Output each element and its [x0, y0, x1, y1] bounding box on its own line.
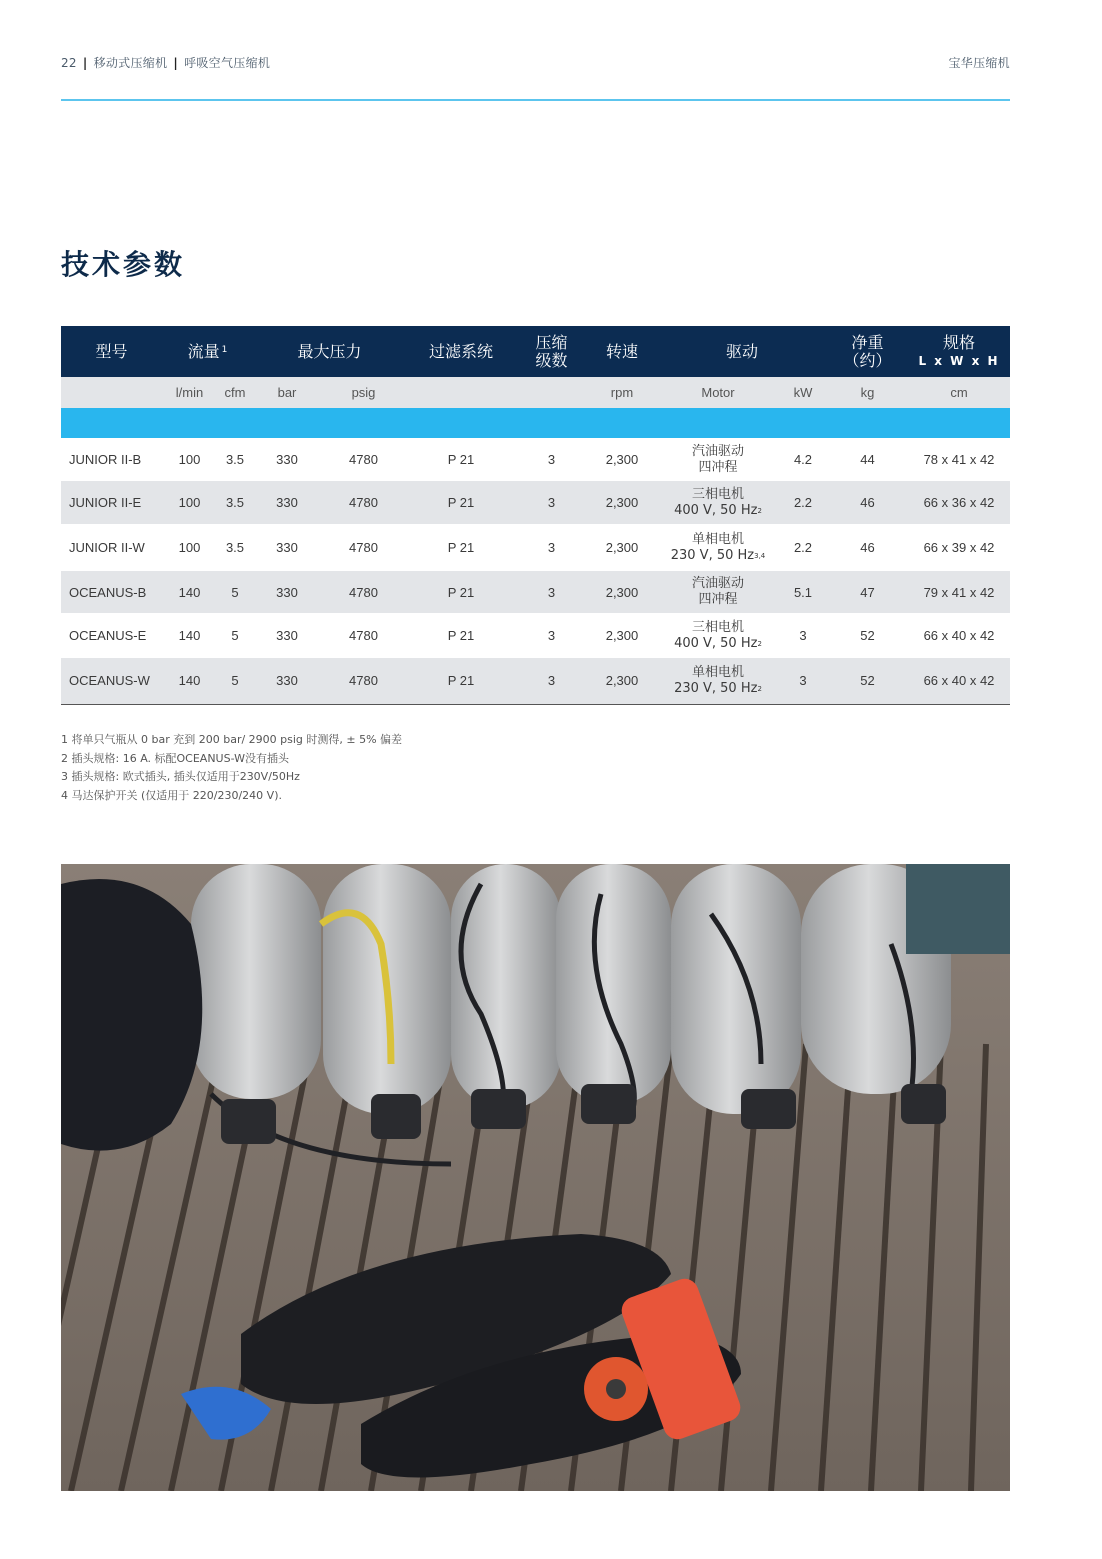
cell-motor: 三相电机 400 V, 50 Hz$^2$	[674, 486, 762, 518]
cell-motor: 汽油驱动 四冲程	[691, 576, 744, 607]
cell-motor: 单相电机 230 V, 50 Hz$^{3,4}$	[670, 531, 766, 563]
page-header	[61, 54, 1010, 72]
cell-bar: 330	[276, 584, 298, 600]
header-breadcrumb: 22 | 移动式压缩机 | 呼吸空气压缩机	[61, 56, 271, 70]
table-row	[61, 613, 1010, 658]
footnote: 2 插头规格: 16 A. 标配OCEANUS-W没有插头	[61, 751, 289, 765]
cell-kw: 3	[779, 658, 827, 704]
cell-filter: P 21	[447, 584, 475, 600]
cell-kg: 52	[827, 658, 908, 704]
col-model: 型号	[95, 341, 128, 361]
cell-psig: 4780	[349, 452, 378, 467]
cell-kw: 3	[799, 628, 807, 643]
cell-stages: 3	[547, 540, 556, 555]
footnotes	[61, 731, 402, 805]
cell-lmin: 100	[178, 540, 201, 555]
footnote: 1 将单只气瓶从 0 bar 充到 200 bar/ 2900 psig 时测得, ± 5% 偏差	[61, 733, 403, 746]
cell-stages: 3	[547, 628, 556, 643]
cell-rpm: 2,300	[587, 658, 657, 704]
unit-kw: kW	[793, 385, 813, 400]
cell-psig: 4780	[349, 495, 378, 510]
cell-model: OCEANUS-W	[61, 658, 162, 704]
cell-dims: 79 x 41 x 42	[923, 584, 995, 600]
cell-lmin: 140	[162, 658, 217, 704]
cell-rpm: 2,300	[605, 452, 639, 467]
cell-kw: 5.1	[793, 584, 813, 600]
cell-psig: 4780	[349, 584, 378, 600]
cell-bar: 330	[276, 452, 298, 467]
unit-rpm: rpm	[610, 385, 634, 400]
cell-bar: 330	[253, 658, 321, 704]
cell-rpm: 2,300	[605, 540, 639, 555]
cell-dims: 66 x 40 x 42	[908, 658, 1010, 704]
cell-dims: 66 x 39 x 42	[923, 540, 995, 555]
col-weight: 净重 （约）	[843, 332, 892, 370]
cell-psig: 4780	[349, 540, 378, 555]
footnote: 4 马达保护开关 (仅适用于 220/230/240 V).	[61, 788, 282, 802]
table-row	[61, 524, 1010, 571]
col-stages: 压缩 级数	[535, 332, 568, 370]
cell-model: OCEANUS-B	[69, 584, 147, 600]
unit-kg: kg	[860, 385, 875, 400]
cell-model: JUNIOR II-W	[69, 540, 145, 555]
cell-kg: 44	[860, 452, 875, 467]
cell-kw: 2.2	[793, 495, 813, 510]
unit-bar: bar	[277, 385, 297, 400]
footnote: 3 插头规格: 欧式插头, 插头仅适用于230V/50Hz	[61, 770, 300, 783]
table-row	[61, 658, 1010, 704]
cell-filter: P 21	[447, 452, 475, 467]
col-filter: 过滤系统	[428, 341, 493, 361]
cell-kw: 4.2	[793, 452, 813, 467]
table-units-row	[61, 377, 1010, 408]
cell-stages: 3	[547, 452, 556, 467]
cell-bar: 330	[276, 628, 298, 643]
cell-filter: P 21	[447, 540, 475, 555]
cell-lmin: 140	[178, 584, 201, 600]
cell-bar: 330	[276, 495, 298, 510]
col-drive: 驱动	[725, 341, 758, 361]
cell-lmin: 140	[178, 628, 201, 643]
cell-filter: P 21	[447, 495, 475, 510]
cell-stages: 3	[547, 584, 556, 600]
col-max-pressure: 最大压力	[297, 341, 362, 361]
cell-dims: 66 x 36 x 42	[923, 495, 995, 510]
cell-rpm: 2,300	[605, 584, 639, 600]
cell-motor: 单相电机 230 V, 50 Hz$^2$	[657, 658, 779, 704]
table-header-row	[61, 326, 1010, 377]
cell-cfm: 3.5	[225, 495, 245, 510]
table-row	[61, 438, 1010, 481]
table-row	[61, 481, 1010, 524]
cell-model: JUNIOR II-E	[69, 495, 142, 510]
cell-model: JUNIOR II-B	[69, 452, 142, 467]
cell-kg: 47	[860, 584, 875, 600]
cell-cfm: 5	[231, 584, 239, 600]
cell-kg: 46	[860, 495, 875, 510]
col-flow: 流量 $^1$	[187, 341, 228, 361]
cell-dims: 78 x 41 x 42	[923, 452, 995, 467]
subsection-name: 呼吸空气压缩机	[184, 56, 271, 70]
cell-filter: P 21	[406, 658, 516, 704]
cell-psig: 4780	[349, 628, 378, 643]
cell-rpm: 2,300	[605, 628, 639, 643]
cell-bar: 330	[276, 540, 298, 555]
unit-cm: cm	[950, 385, 968, 400]
spec-table	[61, 326, 1010, 705]
cell-rpm: 2,300	[605, 495, 639, 510]
header-rule	[61, 99, 1010, 101]
cell-psig: 4780	[321, 658, 406, 704]
cell-lmin: 100	[178, 495, 201, 510]
cell-dims: 66 x 40 x 42	[923, 628, 995, 643]
cell-motor: 汽油驱动 四冲程	[691, 443, 744, 475]
diving-equipment-photo	[61, 864, 1010, 1491]
table-row	[61, 571, 1010, 613]
cell-lmin: 100	[178, 452, 201, 467]
page-number: 22	[61, 56, 77, 70]
cell-cfm: 5	[217, 658, 253, 704]
cell-cfm: 5	[231, 628, 239, 643]
section-name: 移动式压缩机	[93, 56, 168, 70]
cell-kw: 2.2	[793, 540, 813, 555]
unit-motor: Motor	[701, 385, 735, 400]
cell-kg: 46	[860, 540, 875, 555]
col-dims: 规格 L x W x H	[918, 332, 1000, 368]
col-speed: 转速	[605, 341, 638, 361]
unit-cfm: cfm	[224, 385, 246, 400]
cell-model: OCEANUS-E	[69, 628, 147, 643]
cell-stages: 3	[516, 658, 587, 704]
cell-cfm: 3.5	[225, 540, 245, 555]
cell-motor: 三相电机 400 V, 50 Hz$^2$	[674, 619, 762, 651]
cell-kg: 52	[860, 628, 875, 643]
cell-filter: P 21	[447, 628, 475, 643]
cell-stages: 3	[547, 495, 556, 510]
table-accent-band	[61, 408, 1010, 438]
unit-psig: psig	[351, 385, 376, 400]
page-title: 技术参数	[61, 248, 186, 281]
cell-cfm: 3.5	[225, 452, 245, 467]
brand-name: 宝华压缩机	[948, 56, 1010, 70]
unit-lmin: l/min	[175, 385, 204, 400]
